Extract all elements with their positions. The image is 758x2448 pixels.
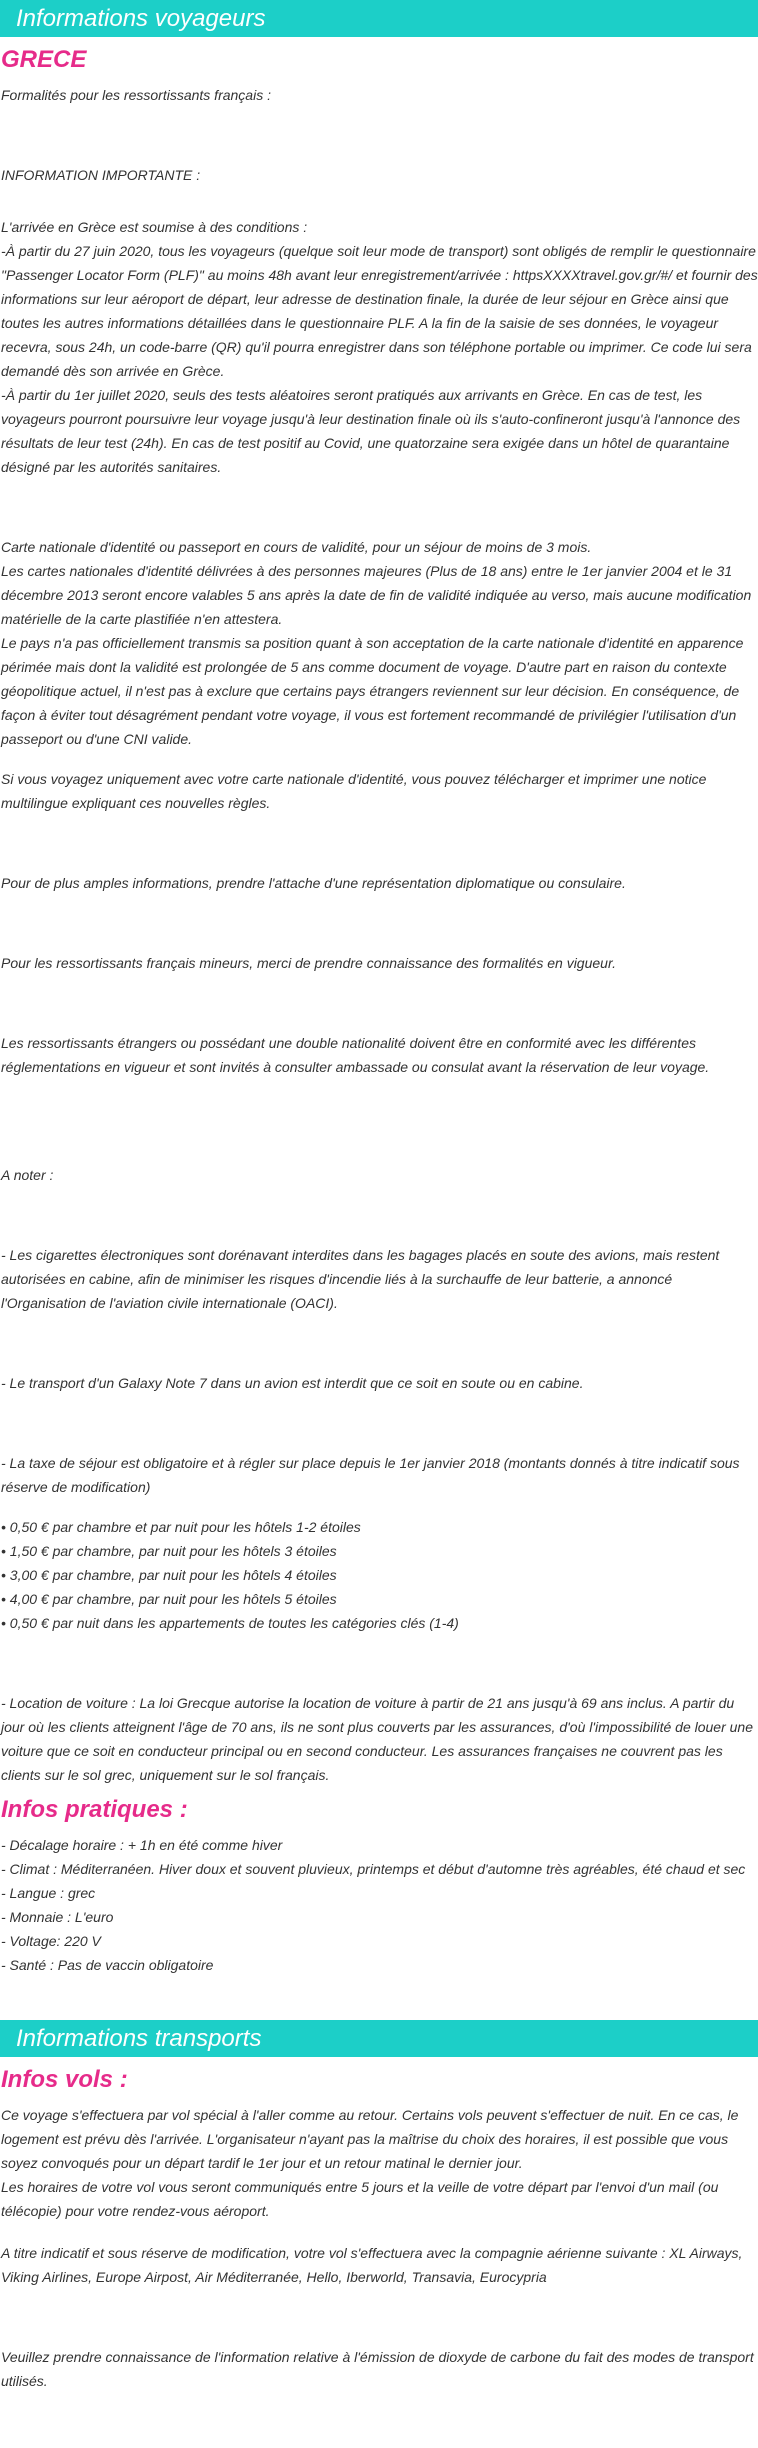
list-item: • 4,00 € par chambre, par nuit pour les hôtels 5 étoiles <box>1 1591 337 1607</box>
note-cigarettes: - Les cigarettes électroniques sont dorénavant interdites dans les bagages placés en soute des avions, mais restent autorisées en cabine, afin de minimiser les risques d'incendie liés à la surchauffe de leur batterie, a annoncé l'Organisation de l'aviation civile internationale (OACI). <box>1 1247 720 1311</box>
pratiques-title: Infos pratiques : <box>1 1796 188 1823</box>
voyageurs-banner-title: Informations voyageurs <box>16 5 266 32</box>
voyageurs-banner <box>0 0 758 37</box>
foreigners-info: Les ressortissants étrangers ou possédant une double nationalité doivent être en conformité avec les différentes réglementations en vigueur et sont invités à consulter ambassade ou consulat avant la réservation de leur voyage. <box>1 1035 710 1075</box>
list-item: • 3,00 € par chambre, par nuit pour les hôtels 4 étoiles <box>1 1567 337 1583</box>
note-title: A noter : <box>1 1167 54 1183</box>
formalites-intro: Formalités pour les ressortissants français : <box>1 87 271 103</box>
list-item: - Monnaie : L'euro <box>1 1909 114 1925</box>
list-item: • 1,50 € par chambre, par nuit pour les hôtels 3 étoiles <box>1 1543 337 1559</box>
note-galaxy: - Le transport d'un Galaxy Note 7 dans un avion est interdit que ce soit en soute ou en cabine. <box>1 1375 584 1391</box>
pratiques-list <box>1 1833 758 1977</box>
list-item: - Langue : grec <box>1 1885 96 1901</box>
list-item: - Climat : Méditerranéen. Hiver doux et souvent pluvieux, printemps et début d'automne très agréables, été chaud et sec <box>1 1861 746 1877</box>
co2-info: Veuillez prendre connaissance de l'information relative à l'émission de dioxyde de carbone du fait des modes de transport utilisés. <box>1 2349 754 2389</box>
vols-title: Infos vols : <box>1 2066 128 2093</box>
list-item: • 0,50 € par chambre et par nuit pour les hôtels 1-2 étoiles <box>1 1519 361 1535</box>
list-item: - Décalage horaire : + 1h en été comme hiver <box>1 1837 283 1853</box>
country-title: GRECE <box>1 46 87 73</box>
voyageurs-section <box>0 37 758 1977</box>
vols-compagnies: A titre indicatif et sous réserve de modification, votre vol s'effectuera avec la compagnie aérienne suivante : XL Airways, Viking Airlines, Europe Airpost, Air Méditerranée, Hello, Iberworld, Transavia, Eurocypria <box>1 2245 743 2285</box>
list-item: - Santé : Pas de vaccin obligatoire <box>1 1957 214 1973</box>
transports-banner <box>0 2020 758 2057</box>
transports-section <box>0 2057 758 2393</box>
more-info: Pour de plus amples informations, prendre l'attache d'une représentation diplomatique ou consulaire. <box>1 875 626 891</box>
taxe-list <box>1 1515 758 1635</box>
note-taxe: - La taxe de séjour est obligatoire et à régler sur place depuis le 1er janvier 2018 (montants donnés à titre indicatif sous réserve de modification) <box>1 1455 740 1495</box>
important-body: L'arrivée en Grèce est soumise à des conditions : -À partir du 27 juin 2020, tous les voyageurs (quelque soit leur mode de transport) sont obligés de remplir le questionnaire "Passenger Locator Form (PLF)" au moins 48h avant leur enregistrement/arrivée : httpsXXXXtravel.gov.gr/#/ et fournir des informations sur leur aéroport de départ, leur adresse de destination finale, la durée de leur séjour en Grèce ainsi que toutes les autres informations détaillées dans le questionnaire PLF. A la fin de la saisie de ses données, le voyageur recevra, sous 24h, un code-barre (QR) qu'il pourra enregistrer dans son téléphone portable ou imprimer. Ce code lui sera demandé dès son arrivée en Grèce. -À partir du 1er juillet 2020, seuls des tests aléatoires seront pratiqués aux arrivants en Grèce. En cas de test, les voyageurs pourront poursuivre leur voyage jusqu'à leur destination finale où ils s'auto-confineront jusqu'à l'annonce des résultats de leur test (24h). En cas de test positif au Covid, une quatorzaine sera exigée dans un hôtel de quarantaine désigné par les autorités sanitaires. <box>1 219 758 475</box>
list-item: - Voltage: 220 V <box>1 1933 101 1949</box>
vols-body: Ce voyage s'effectuera par vol spécial à l'aller comme au retour. Certains vols peuvent s'effectuer de nuit. En ce cas, le logement est prévu dès l'arrivée. L'organisateur n'ayant pas la maîtrise du choix des horaires, il est possible que vous soyez convoqués pour un départ tardif le 1er jour et un retour matinal le dernier jour. Les horaires de votre vol vous seront communiqués entre 5 jours et la veille de votre départ par l'envoi d'un mail (ou télécopie) pour votre rendez-vous aéroport. <box>1 2107 739 2219</box>
note-location: - Location de voiture : La loi Grecque autorise la location de voiture à partir de 21 ans jusqu'à 69 ans inclus. A partir du jour où les clients atteignent l'âge de 70 ans, ils ne sont plus couverts par les assurances, d'où l'impossibilité de louer une voiture que ce soit en conducteur principal ou en second conducteur. Les assurances françaises ne couvrent pas les clients sur le sol grec, uniquement sur le sol français. <box>1 1695 754 1783</box>
minors-info: Pour les ressortissants français mineurs, merci de prendre connaissance des formalités en vigueur. <box>1 955 616 971</box>
transports-banner-title: Informations transports <box>16 2025 262 2052</box>
list-item: • 0,50 € par nuit dans les appartements de toutes les catégories clés (1-4) <box>1 1615 459 1631</box>
important-title: INFORMATION IMPORTANTE : <box>1 167 201 183</box>
cni-notice: Si vous voyagez uniquement avec votre carte nationale d'identité, vous pouvez télécharger et imprimer une notice multilingue expliquant ces nouvelles règles. <box>1 771 707 811</box>
cni-body: Carte nationale d'identité ou passeport en cours de validité, pour un séjour de moins de 3 mois. Les cartes nationales d'identité délivrées à des personnes majeures (Plus de 18 ans) entre le 1er janvier 2004 et le 31 décembre 2013 seront encore valables 5 ans après la date de fin de validité indiquée au verso, mais aucune modification matérielle de la carte plastifiée n'en attestera. Le pays n'a pas officiellement transmis sa position quant à son acceptation de la carte nationale d'identité en apparence périmée mais dont la validité est prolongée de 5 ans comme document de voyage. D'autre part en raison du contexte géopolitique actuel, il n'est pas à exclure que certains pays étrangers reviennent sur leur décision. En conséquence, de façon à éviter tout désagrément pendant votre voyage, il vous est fortement recommandé de privilégier l'utilisation d'un passeport ou d'une CNI valide. <box>1 539 752 747</box>
